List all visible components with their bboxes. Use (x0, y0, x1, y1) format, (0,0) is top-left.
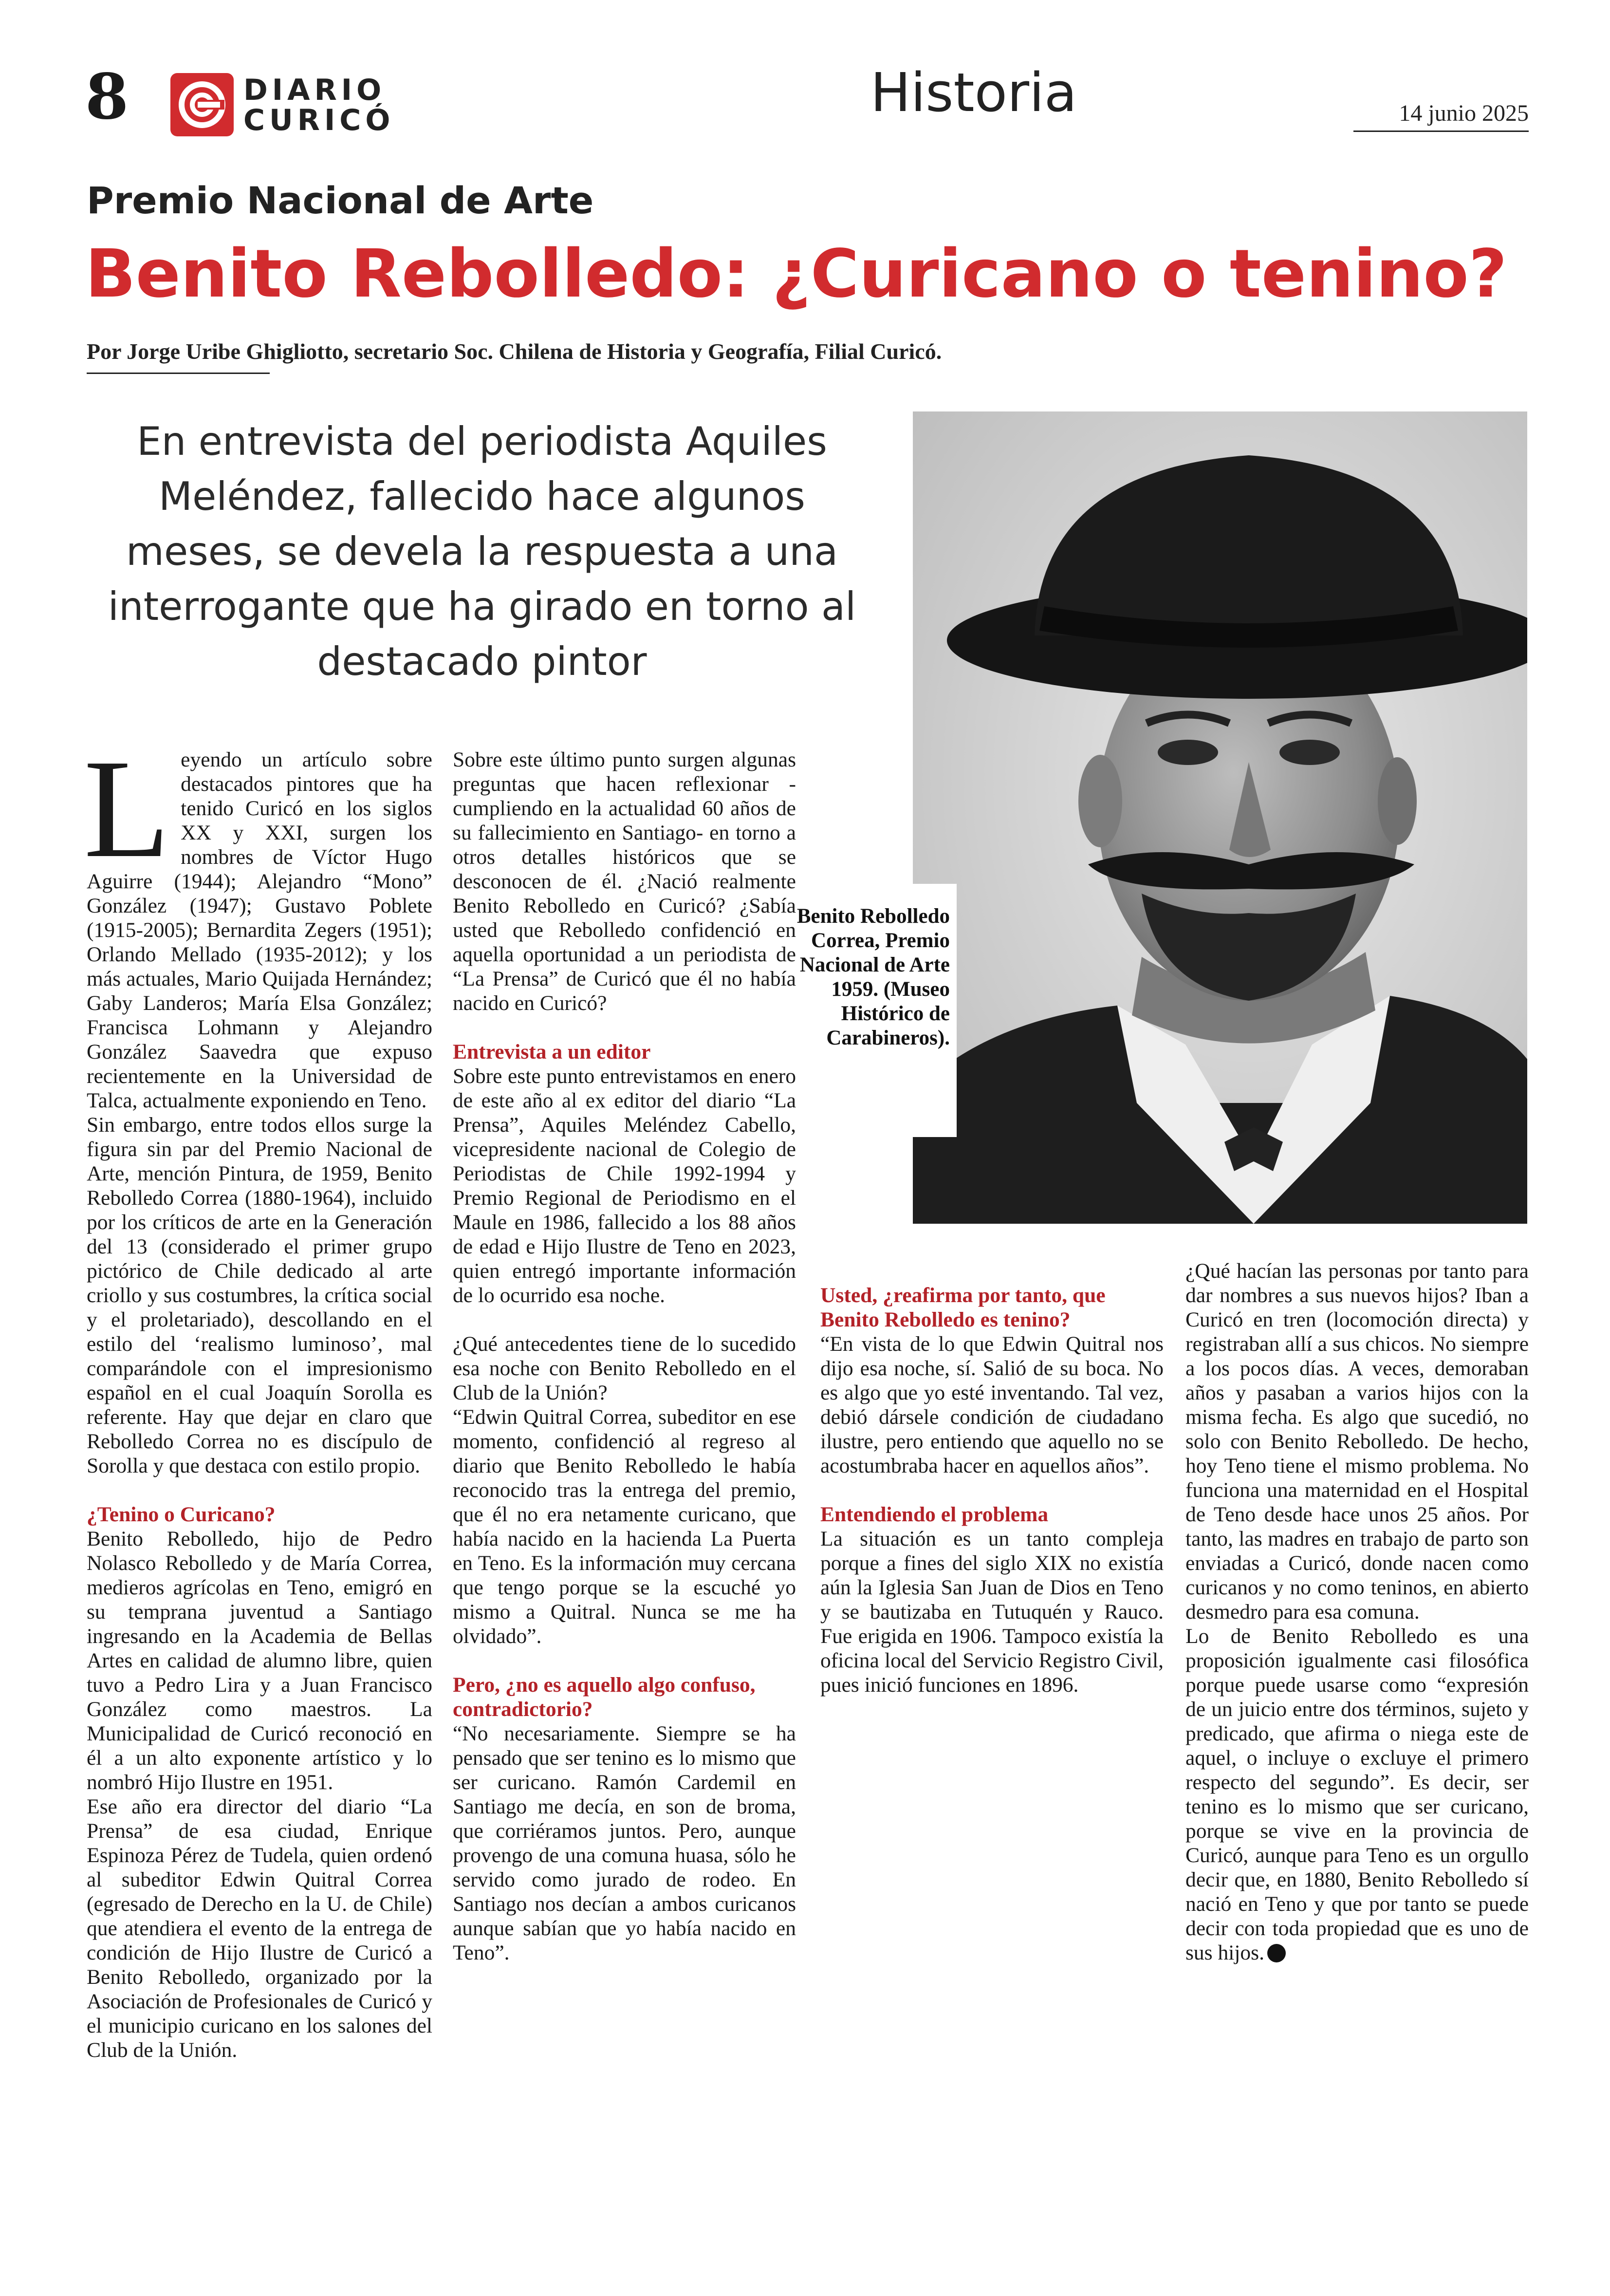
issue-date: 14 junio 2025 (1399, 100, 1529, 126)
spacer (453, 1015, 796, 1040)
paragraph-10: La situación es un tanto compleja porque a fines del siglo XIX no existía aún la Iglesia San Juan de Dios en Teno y se bautizaba en Tutuquén y Rauco. Fue erigida en 1906. Tampoco existía la oficina local del Servicio Registro Civil, pues inició funciones en 1896. (820, 1527, 1164, 1697)
portrait-photo (913, 411, 1527, 1224)
end-mark-icon (1267, 1944, 1286, 1962)
spacer (453, 1648, 796, 1673)
article-column-3 (820, 1259, 1164, 1697)
photo-caption-box (789, 884, 957, 1137)
spacer (820, 1259, 1164, 1283)
article-headline: Benito Rebolledo: ¿Curicano o tenino? (85, 236, 1507, 313)
paragraph-1: eyendo un artículo sobre destacados pintores que ha tenido Curicó en los siglos XX y XXI, surgen los nombres de Víctor Hugo Aguirre (1944); Alejandro “Mono” González (1947); Gustavo Poblete (1915-2005); Bernardita Zegers (1951); Orlando Mellado (1935-2012); y los más actuales, Mario Quijada Hernández; Gaby Landeros; María Elsa González; Francisca Lohmann y Alejandro González Saavedra que expuso recientemente en la Universidad de Talca, actualmente exponiendo en Teno. (87, 748, 432, 1112)
paragraph-4: Ese año era director del diario “La Prensa” de esa ciudad, Enrique Espinoza Pérez de Tudela, quien ordenó al subeditor Edwin Quitral Correa (egresado de Derecho en la U. de Chile) que atendiera el evento de la entrega de condición de Hijo Ilustre de Curicó a Benito Rebolledo, organizado por la Asociación de Profesionales de Curicó y el municipio curicano en los salones del Club de la Unión. (87, 1795, 432, 2062)
subhead-contradictorio: Pero, ¿no es aquello algo confuso, contradictorio? (453, 1673, 756, 1721)
article-kicker: Premio Nacional de Arte (87, 179, 594, 222)
brand-line-2: CURICÓ (243, 103, 395, 137)
paragraph-6: Sobre este punto entrevistamos en enero de este año al ex editor del diario “La Prensa”, Aquiles Meléndez Cabello, vicepresidente nacional de Colegio de Periodistas de Chile 1992-1994 y Premio Regional de Periodismo en el Maule en 1986, fallecido a los 88 años de edad e Hijo Ilustre de Teno en 2023, quien entregó importante información de lo ocurrido esa noche. (453, 1064, 796, 1307)
article-column-2 (453, 747, 796, 1965)
spacer (820, 1478, 1164, 1502)
date-divider (1353, 131, 1529, 132)
paragraph-2: Sin embargo, entre todos ellos surge la figura sin par del Premio Nacional de Arte, mención Pintura, de 1959, Benito Rebolledo Correa (1880-1964), incluido por los críticos de arte en la Generación del 13 (considerado el primer grupo pictórico de Chile dedicado al arte criollo y sus costumbres, la crítica social y el proletariado), descollando en el estilo del ‘realismo luminoso’, mal comparándole con el impresionismo español en el cual Joaquín Sorolla es referente. Hay que dejar en claro que Rebolledo Correa no es discípulo de Sorolla y que destaca con estilo propio. (87, 1113, 432, 1477)
paragraph-9: “En vista de lo que Edwin Quitral nos dijo esa noche, sí. Salió de su boca. No es algo que yo esté inventando. Tal vez, debió dársele condición de ciudadano ilustre, pero entiendo que aquello no se acostumbraba hacer en aquellos años”. (820, 1332, 1164, 1477)
article-lede: En entrevista del periodista Aquiles Meléndez, fallecido hace algunos meses, se devela la respuesta a una interrogante que ha girado en torno al destacado pintor (108, 419, 856, 684)
brand-line-1: DIARIO (243, 73, 386, 107)
subhead-entrevista: Entrevista a un editor (453, 1040, 651, 1064)
paragraph-5: Sobre este último punto surgen algunas preguntas que hacen reflexionar -cumpliendo en la actualidad 60 años de su fallecimiento en Santiago- en torno a otros detalles históricos que se desconocen de él. ¿Nació realmente Benito Rebolledo en Curicó? ¿Sabía usted que Rebolledo confidenció en aquella oportunidad a un periodista de “La Prensa” de Curicó que él no había nacido en Curicó? (453, 748, 796, 1015)
article-column-4 (1185, 1259, 1529, 1965)
paragraph-7: “Edwin Quitral Correa, subeditor en ese momento, confidenció al regreso al diario que Benito Rebolledo le había reconocido tras la entrega del premio, que él no era netamente curicano, que había nacido en la hacienda La Puerta en Teno. Es la información muy cercana que tengo porque se la escuché yo mismo a Quitral. Nunca se me ha olvidado”. (453, 1405, 796, 1648)
drop-cap: L (84, 730, 170, 887)
paragraph-3: Benito Rebolledo, hijo de Pedro Nolasco Rebolledo y de María Correa, medieros agrícolas en Teno, emigró en su temprana juventud a Santiago ingresando en la Academia de Bellas Artes en calidad de alumno libre, quien tuvo a Pedro Lira y a Juan Francisco González como maestros. La Municipalidad de Curicó reconoció en él a un alto exponente artístico y lo nombró Hijo Ilustre en 1951. (87, 1527, 432, 1794)
brand-logo[interactable] (170, 73, 395, 137)
article-byline: Por Jorge Uribe Ghigliotto, secretario Soc. Chilena de Historia y Geografía, Filial Curicó. (87, 339, 942, 364)
question-1: ¿Qué antecedentes tiene de lo sucedido esa noche con Benito Rebolledo en el Club de la Unión? (453, 1332, 796, 1404)
paragraph-12 (1185, 1624, 1529, 1965)
section-title: Historia (870, 61, 1077, 124)
spacer (87, 1478, 432, 1502)
logo-mark-icon (170, 73, 234, 136)
subhead-reafirma: Usted, ¿reafirma por tanto, que Benito Rebolledo es tenino? (820, 1284, 1106, 1331)
paragraph-11: ¿Qué hacían las personas por tanto para dar nombres a sus nuevos hijos? Iban a Curicó en tren (locomoción directa) y registraban allí a sus chicos. No siempre a los pocos días. A veces, demoraban años y pasaban a varios hijos con la misma fecha. Es algo que sucedió, no solo con Benito Rebolledo. De hecho, hoy Teno tiene el mismo problema. No funciona una maternidad en el Hospital de Teno desde hace unos 25 años. Por tanto, las madres en trabajo de parto son enviadas a Curicó, donde nacen como curicanos y no como teninos, en abierto desmedro para esa comuna. (1185, 1259, 1529, 1624)
subhead-tenino-o-curicano: ¿Tenino o Curicano? (87, 1503, 276, 1526)
spacer (453, 1307, 796, 1332)
photo-caption: Benito Rebolledo Correa, Premio Nacional de Arte 1959. (Museo Histórico de Carabineros). (796, 905, 950, 1049)
page-number: 8 (85, 60, 129, 133)
article-column-1 (84, 730, 432, 2296)
brand-wordmark (243, 75, 394, 135)
paragraph-8: “No necesariamente. Siempre se ha pensado que ser tenino es lo mismo que ser curicano. Ramón Cardemil en Santiago me decía, en son de broma, que corriéramos juntos. Pero, aunque provengo de una comuna huasa, sólo he servido como jurado de rodeo. En Santiago nos decían a ambos curicanos aunque sabían que yo había nacido en Teno”. (453, 1722, 796, 1964)
byline-divider (87, 373, 270, 374)
subhead-problema: Entendiendo el problema (820, 1503, 1049, 1526)
paragraph-12-text: Lo de Benito Rebolledo es una proposición igualmente casi filosófica porque puede usarse como “expresión de un juicio entre dos términos, sujeto y predicado, que afirma o niega este de aquel, o incluye o excluye el primero respecto del segundo”. Es decir, ser tenino es lo mismo que ser curicano, porque se vive en la provincia de Curicó, aunque para Teno es un orgullo decir que, en 1880, Benito Rebolledo sí nació en Teno y que por tanto se puede decir con toda propiedad que es uno de sus hijos. (1185, 1624, 1529, 1964)
